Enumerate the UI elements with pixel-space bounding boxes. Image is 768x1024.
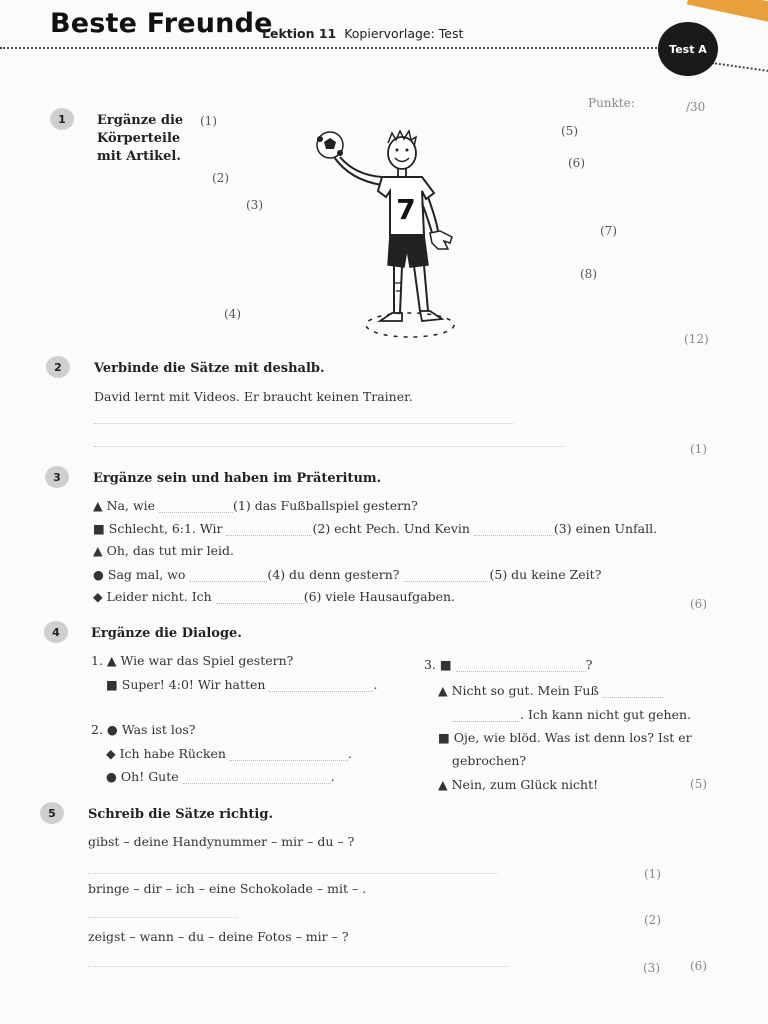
- dialog-3-answer: [438, 683, 663, 698]
- triangle-bullet-icon: ▲: [93, 543, 103, 558]
- circle-bullet-icon: ●: [106, 722, 118, 737]
- question-mark: ?: [585, 657, 593, 672]
- text: Oje, wie blöd. Was ist denn los? Ist er: [453, 730, 692, 745]
- answer-line: [88, 873, 498, 874]
- answer-line: [88, 966, 508, 967]
- scrambled-sentence: gibst – deine Handynummer – mir – du – ?: [88, 834, 355, 849]
- header-divider-right: [712, 62, 768, 72]
- diamond-bullet-icon: ◆: [93, 589, 103, 604]
- text: Na, wie: [106, 498, 156, 513]
- square-bullet-icon: ■: [438, 730, 450, 745]
- text: Was ist los?: [121, 722, 196, 737]
- diamond-bullet-icon: ◆: [106, 746, 116, 761]
- text: Nein, zum Glück nicht!: [451, 777, 599, 792]
- dialog-line: [93, 498, 418, 513]
- circle-bullet-icon: ●: [93, 567, 104, 582]
- dialog-line: [93, 543, 234, 558]
- dialog-3-final: [438, 777, 598, 792]
- dialog-line: [93, 589, 455, 604]
- answer-blank[interactable]: [189, 569, 267, 582]
- text: Oh, das tut mir leid.: [106, 543, 234, 558]
- exercise-heading: Ergänze die Dialoge.: [91, 626, 242, 641]
- text: . Ich kann nicht gut gehen.: [520, 707, 692, 722]
- answer-blank[interactable]: [474, 523, 554, 536]
- body-label-6: (6): [568, 156, 585, 170]
- scrambled-sentence: zeigst – wann – du – deine Fotos – mir – ?: [88, 929, 349, 944]
- dialog-1-question: [91, 653, 293, 668]
- dialog-1-answer: [106, 677, 377, 692]
- exercise-heading: [97, 112, 183, 166]
- square-bullet-icon: ■: [439, 657, 452, 672]
- copy-label: Kopiervorlage: Test: [344, 26, 464, 41]
- exercise-number: 3: [45, 466, 69, 488]
- score-label: Punkte:: [588, 96, 635, 110]
- exercise-heading: Ergänze sein und haben im Präteritum.: [93, 471, 382, 486]
- points: (12): [684, 332, 709, 346]
- answer-line: [88, 917, 238, 918]
- dialog-3-reply-cont: gebrochen?: [452, 753, 527, 768]
- points: (6): [690, 597, 707, 611]
- text: Schlecht, 6:1. Wir: [108, 521, 223, 536]
- exercise-number: 1: [50, 108, 74, 130]
- lesson-label: Lektion 11: [262, 26, 337, 41]
- dialog-2-reply: [106, 769, 335, 784]
- triangle-bullet-icon: ▲: [106, 653, 117, 668]
- answer-blank[interactable]: [230, 748, 348, 761]
- task-sentence: David lernt mit Videos. Er braucht keinen Trainer.: [94, 389, 413, 404]
- dialog-2-answer: [106, 746, 352, 761]
- exercise-heading: Verbinde die Sätze mit deshalb.: [94, 361, 325, 376]
- dialog-3-answer-cont: [452, 707, 691, 722]
- period: .: [347, 746, 352, 761]
- item-points: (3): [643, 961, 660, 975]
- answer-blank[interactable]: [216, 591, 304, 604]
- exercise-number: 2: [46, 356, 70, 378]
- triangle-bullet-icon: ▲: [93, 498, 103, 513]
- body-label-3: (3): [246, 198, 263, 212]
- answer-blank[interactable]: [456, 659, 586, 672]
- square-bullet-icon: ■: [106, 677, 118, 692]
- text: (1) das Fußballspiel gestern?: [233, 498, 418, 513]
- text: Ich habe Rücken: [119, 746, 226, 761]
- triangle-bullet-icon: ▲: [438, 777, 448, 792]
- points: (5): [690, 777, 707, 791]
- page-title: Beste Freunde: [50, 8, 273, 39]
- square-bullet-icon: ■: [93, 521, 105, 536]
- dialog-line: [93, 521, 657, 536]
- body-label-2: (2): [212, 171, 229, 185]
- score-total: /30: [686, 100, 706, 114]
- text: Super! 4:0! Wir hatten: [121, 677, 266, 692]
- circle-bullet-icon: ●: [106, 769, 117, 784]
- triangle-bullet-icon: ▲: [438, 683, 448, 698]
- text: (5) du keine Zeit?: [489, 567, 602, 582]
- body-label-7: (7): [600, 224, 617, 238]
- dialog-number: 1.: [91, 653, 103, 668]
- corner-decoration: [687, 0, 768, 23]
- heading-line: mit Artikel.: [97, 149, 181, 164]
- text: Wie war das Spiel gestern?: [120, 653, 294, 668]
- text: Sag mal, wo: [107, 567, 186, 582]
- text: (4) du denn gestern?: [267, 567, 400, 582]
- scrambled-sentence: bringe – dir – ich – eine Schokolade – mit – .: [88, 881, 367, 896]
- dialog-line: [93, 567, 601, 582]
- answer-blank[interactable]: [404, 569, 490, 582]
- dialog-number: 2.: [91, 722, 103, 737]
- dialog-3-reply: [438, 730, 692, 745]
- heading-line: Körperteile: [97, 131, 181, 146]
- points: (6): [690, 959, 707, 973]
- answer-blank[interactable]: [183, 771, 331, 784]
- dialog-2-question: [91, 722, 195, 737]
- answer-line: [94, 446, 564, 447]
- exercise-heading: Schreib die Sätze richtig.: [88, 807, 273, 822]
- period: .: [330, 769, 335, 784]
- test-badge: Test A: [658, 22, 718, 76]
- answer-blank[interactable]: [269, 679, 373, 692]
- period: .: [373, 677, 378, 692]
- item-points: (2): [644, 913, 661, 927]
- text: (6) viele Hausaufgaben.: [303, 589, 456, 604]
- header-divider: [0, 47, 660, 49]
- dialog-3-question: [424, 657, 592, 672]
- body-label-5: (5): [561, 124, 578, 138]
- answer-blank[interactable]: [603, 685, 663, 698]
- answer-blank[interactable]: [159, 500, 233, 513]
- dialog-number: 3.: [424, 657, 436, 672]
- text: Leider nicht. Ich: [106, 589, 212, 604]
- text: Nicht so gut. Mein Fuß: [451, 683, 599, 698]
- body-label-4: (4): [224, 307, 241, 321]
- answer-line: [94, 423, 514, 424]
- text: (2) echt Pech. Und Kevin: [312, 521, 470, 536]
- text: (3) einen Unfall.: [553, 521, 658, 536]
- item-points: (1): [644, 867, 661, 881]
- shirt-number: 7: [396, 193, 416, 226]
- page-subtitle: [262, 26, 463, 41]
- body-label-1: (1): [200, 114, 217, 128]
- football-player-illustration: [310, 125, 470, 345]
- exercise-number: 5: [40, 802, 64, 824]
- points: (1): [690, 442, 707, 456]
- exercise-number: 4: [44, 621, 68, 643]
- heading-line: Ergänze die: [97, 113, 184, 128]
- body-label-8: (8): [580, 267, 597, 281]
- answer-blank[interactable]: [226, 523, 312, 536]
- text: Oh! Gute: [120, 769, 179, 784]
- answer-blank[interactable]: [452, 709, 520, 722]
